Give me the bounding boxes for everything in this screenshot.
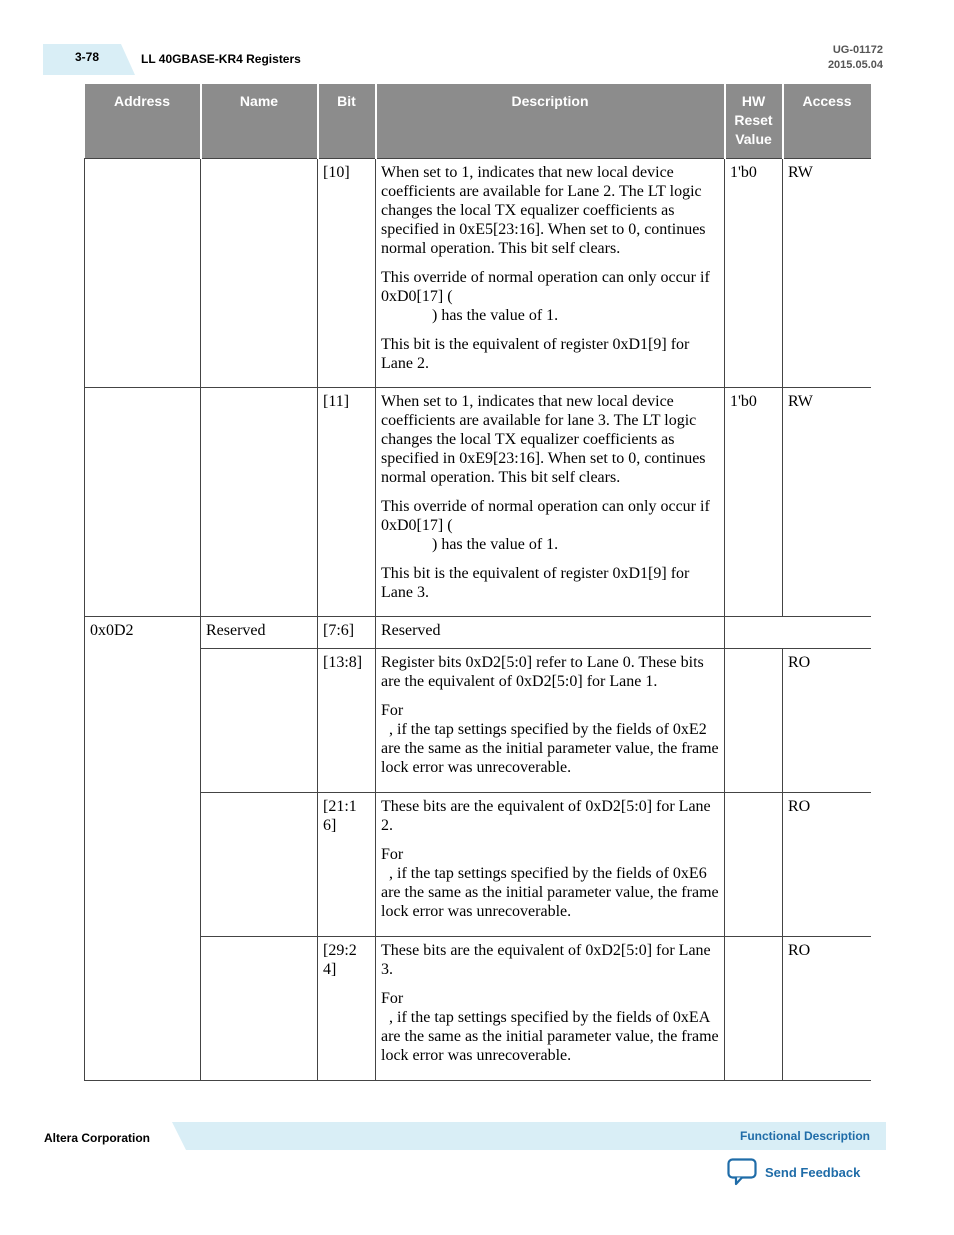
- page-number: 3-78: [75, 50, 100, 64]
- name-cell: Reserved: [201, 617, 318, 649]
- bit-cell: [13:8]: [318, 649, 376, 793]
- reset-value-cell: [725, 937, 783, 1081]
- access-cell: RO: [783, 793, 871, 937]
- col-header-bit: Bit: [318, 84, 376, 159]
- access-cell: RO: [783, 937, 871, 1081]
- col-header-description: Description: [376, 84, 725, 159]
- table-row: [85, 388, 871, 617]
- reset-value-cell: [725, 649, 783, 793]
- bit-cell: [7:6]: [318, 617, 376, 649]
- description-cell: Reserved: [376, 617, 725, 649]
- reset-value-cell: [725, 617, 871, 649]
- description-cell: [376, 937, 725, 1081]
- table-row: [85, 617, 871, 649]
- col-header-name: Name: [201, 84, 318, 159]
- description-paragraph: When set to 1, indicates that new local device coefficients are available for lane 3. The LT logic changes the local TX equalizer coefficients as specified in 0xE9[23:16]. When set to 0, continues normal operation. This bit self clears.: [381, 393, 706, 486]
- company-name: Altera Corporation: [44, 1131, 151, 1145]
- col-header-hw-reset-value: HW Reset Value: [725, 84, 783, 159]
- description-cell: [376, 159, 725, 388]
- functional-description-link[interactable]: Functional Description: [739, 1129, 870, 1143]
- running-section-title: LL 40GBASE-KR4 Registers: [141, 52, 301, 66]
- table-row: [85, 793, 871, 937]
- register-table: [84, 84, 871, 1081]
- address-cell: [85, 388, 201, 617]
- description-paragraph: When set to 1, indicates that new local device coefficients are available for Lane 2. The LT logic changes the local TX equalizer coefficients as specified in 0xE5[23:16]. When set to 0, continues normal operation. This bit self clears.: [381, 164, 706, 257]
- send-feedback-label: Send Feedback: [765, 1164, 861, 1180]
- address-cell: [85, 159, 201, 388]
- description-cell: [376, 388, 725, 617]
- name-cell: [201, 649, 318, 793]
- access-cell: RW: [783, 159, 871, 388]
- send-feedback-button[interactable]: [727, 1158, 860, 1186]
- description-paragraph: This bit is the equivalent of register 0xD1[9] for Lane 2.: [381, 336, 690, 372]
- bit-cell: [10]: [318, 159, 376, 388]
- table-row: [85, 649, 871, 793]
- address-cell: 0x0D2: [85, 617, 201, 1081]
- reset-value-cell: [725, 793, 783, 937]
- document-id: [828, 43, 883, 73]
- description-paragraph: This override of normal operation can only occur if 0xD0[17] ( ) has the value of 1.: [381, 269, 710, 324]
- bit-cell: [29:24]: [318, 937, 376, 1081]
- description-paragraph: Register bits 0xD2[5:0] refer to Lane 0. These bits are the equivalent of 0xD2[5:0] for Lane 1.: [381, 654, 704, 690]
- table-row: [85, 159, 871, 388]
- name-cell: [201, 793, 318, 937]
- doc-number: UG-01172: [832, 44, 883, 56]
- description-paragraph: These bits are the equivalent of 0xD2[5:0] for Lane 2.: [381, 798, 711, 834]
- doc-date: 2015.05.04: [827, 59, 883, 71]
- name-cell: [201, 937, 318, 1081]
- col-header-address: Address: [85, 84, 201, 159]
- reset-value-cell: 1'b0: [725, 388, 783, 617]
- description-paragraph: These bits are the equivalent of 0xD2[5:0] for Lane 3.: [381, 942, 711, 978]
- description-paragraph: For , if the tap settings specified by the fields of 0xE2 are the same as the initial parameter value, the frame lock error was unrecoverable.: [381, 702, 719, 776]
- bit-cell: [21:16]: [318, 793, 376, 937]
- description-cell: [376, 793, 725, 937]
- table-row: [85, 937, 871, 1081]
- speech-bubble-icon: [727, 1158, 757, 1186]
- description-paragraph: This override of normal operation can only occur if 0xD0[17] ( ) has the value of 1.: [381, 498, 710, 553]
- bit-cell: [11]: [318, 388, 376, 617]
- name-cell: [201, 388, 318, 617]
- table-header-row: [85, 84, 871, 159]
- description-cell: [376, 649, 725, 793]
- description-paragraph: For , if the tap settings specified by the fields of 0xE6 are the same as the initial parameter value, the frame lock error was unrecoverable.: [381, 846, 719, 920]
- col-header-access: Access: [783, 84, 871, 159]
- description-paragraph: For , if the tap settings specified by the fields of 0xEA are the same as the initial parameter value, the frame lock error was unrecoverable.: [381, 990, 719, 1064]
- description-paragraph: This bit is the equivalent of register 0xD1[9] for Lane 3.: [381, 565, 690, 601]
- access-cell: RW: [783, 388, 871, 617]
- reset-value-cell: 1'b0: [725, 159, 783, 388]
- access-cell: RO: [783, 649, 871, 793]
- name-cell: [201, 159, 318, 388]
